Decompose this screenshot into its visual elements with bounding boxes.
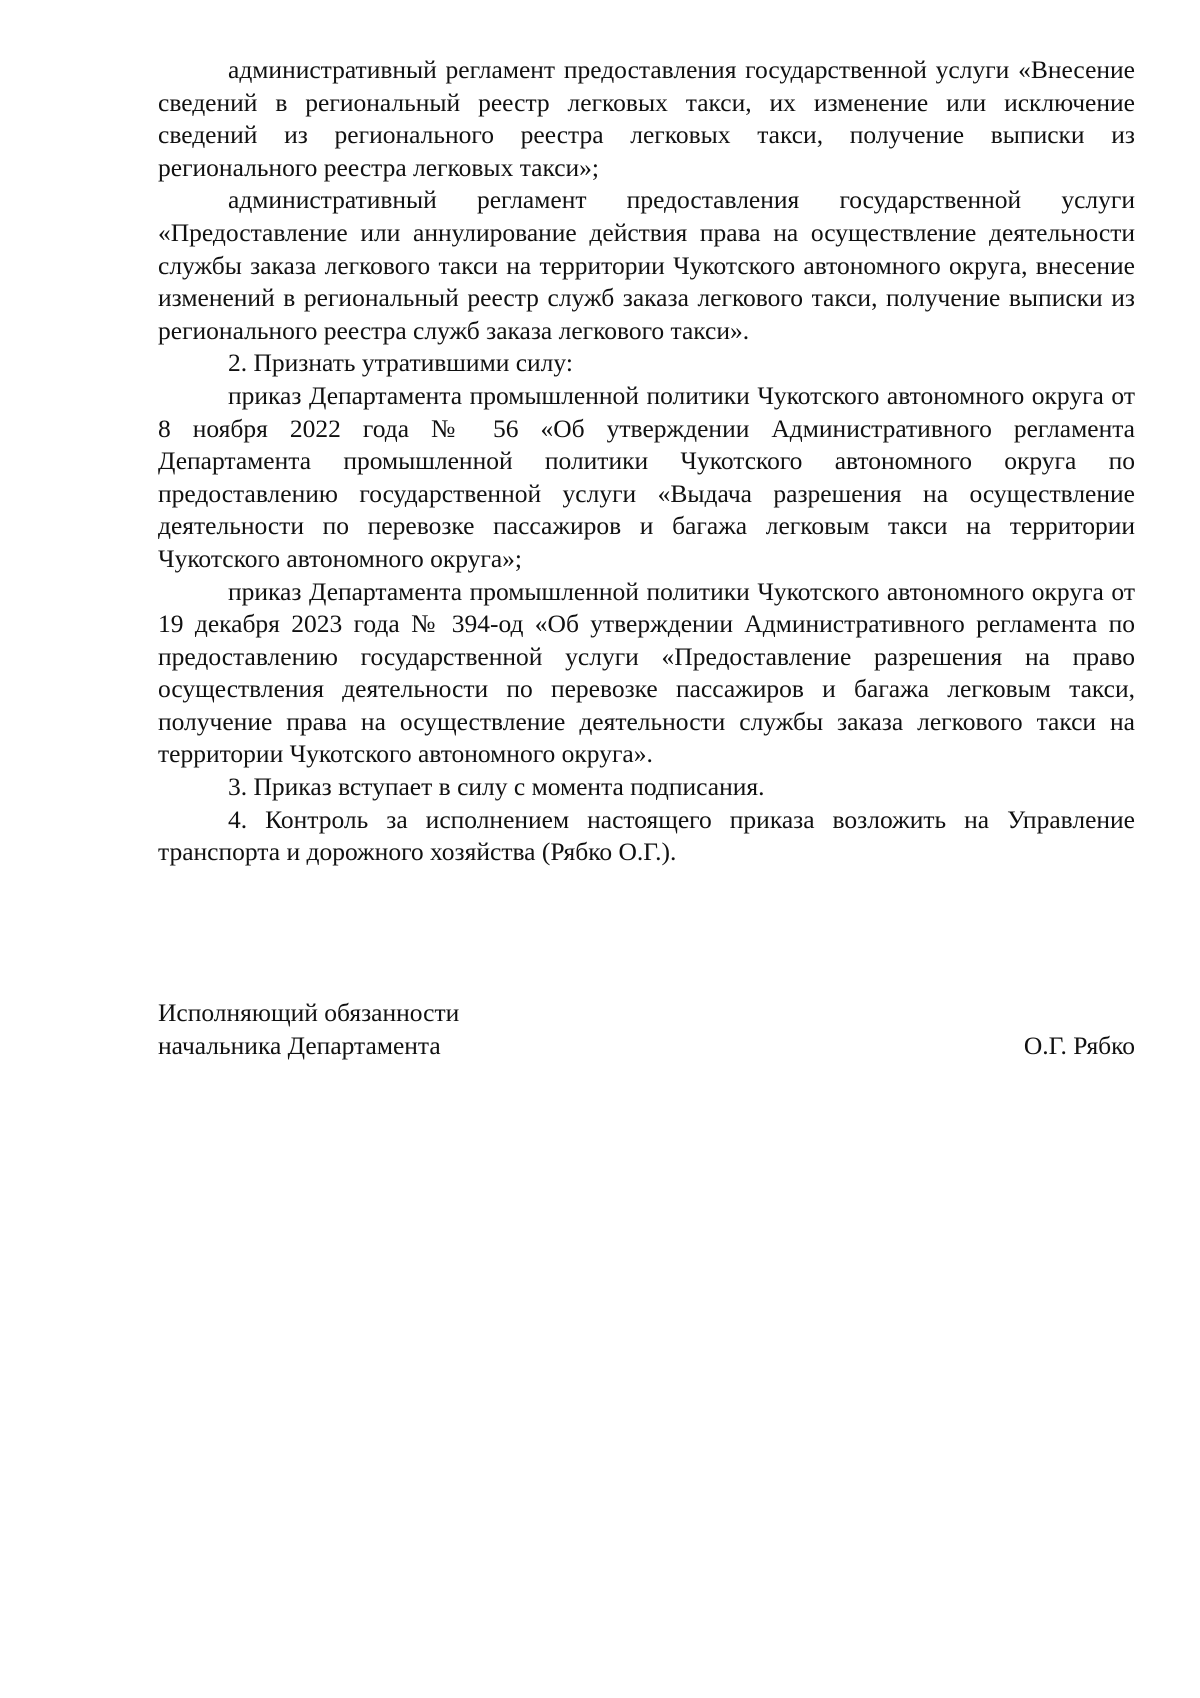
paragraph-order-56: приказ Департамента промышленной политики Чукотского автономного округа от 8 ноября 2022 года № 56 «Об утверждении Административного регламента Департамента промышленной политики Чукотского автономного округа по предоставлению государственной услуги «Выдача разрешения на осуществление деятельности по перевозке пассажиров и багажа легковым такси на территории Чукотского автономного округа»; xyxy=(158,380,1135,573)
signature-line-2 xyxy=(158,1029,1135,1062)
paragraph-item-4: 4. Контроль за исполнением настоящего приказа возложить на Управление транспорта и дорожного хозяйства (Рябко О.Г.). xyxy=(158,804,1135,867)
document-body xyxy=(158,54,1135,869)
signatory-name: О.Г. Рябко xyxy=(1023,1031,1135,1060)
paragraph-order-394: приказ Департамента промышленной политики Чукотского автономного округа от 19 декабря 2023 года № 394-од «Об утверждении Административного регламента по предоставлению государственной услуги «Предоставление разрешения на право осуществления деятельности по перевозке пассажиров и багажа легковым такси, получение права на осуществление деятельности службы заказа легкового такси на территории Чукотского автономного округа». xyxy=(158,576,1135,769)
paragraph-item-2: 2. Признать утратившими силу: xyxy=(228,348,573,378)
paragraph-regulation-taxi-service: административный регламент предоставления государственной услуги «Предоставление или аннулирование действия права на осуществление деятельности службы заказа легкового такси на территории Чукотского автономного округа, внесение изменений в региональный реестр служб заказа легкового такси, получение выписки из регионального реестра служб заказа легкового такси». xyxy=(158,185,1135,345)
signatory-position: Исполняющий обязанности xyxy=(158,998,460,1027)
signatory-position-continued: начальника Департамента xyxy=(158,1031,441,1060)
paragraph-item-3: 3. Приказ вступает в силу с момента подписания. xyxy=(228,772,765,802)
paragraph-regulation-taxi-registry: административный регламент предоставления государственной услуги «Внесение сведений в региональный реестр легковых такси, их изменение или исключение сведений из регионального реестра легковых такси, получение выписки из регионального реестра легковых такси»; xyxy=(158,55,1135,182)
signature-block xyxy=(158,996,1135,1062)
signature-line-1 xyxy=(158,996,1135,1029)
